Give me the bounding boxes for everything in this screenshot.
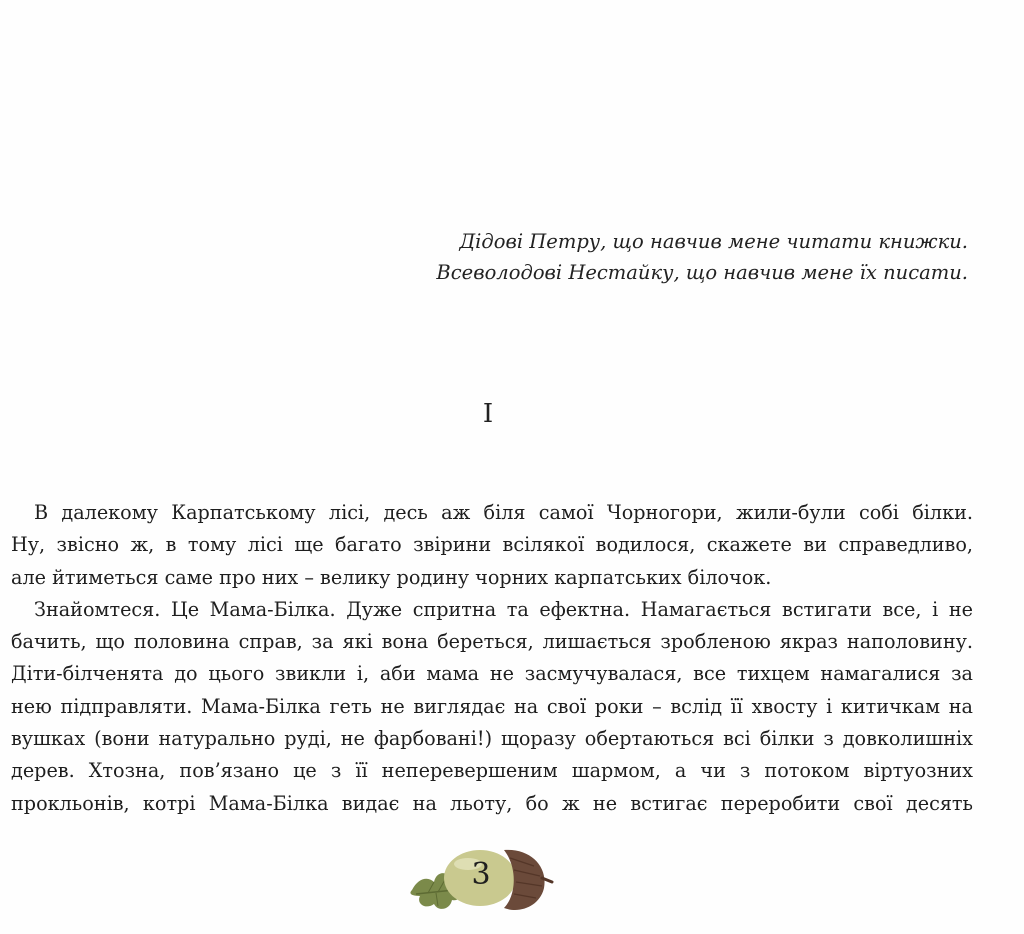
paragraph: [11, 497, 973, 594]
dedication: [436, 226, 968, 288]
paragraph: [11, 594, 973, 820]
chapter-body: [11, 497, 973, 820]
text-line: Знайомтеся. Це Мама-Білка. Дуже спритна та ефектна. Намагається встигати все, і не: [34, 597, 973, 621]
text-line: але йтиметься саме про них – велику родину чорних карпатських білочок.: [11, 565, 772, 589]
text-line: Діти-білченята до цього звикли і, аби мама не засмучувалася, все тихцем намагалися за: [11, 662, 973, 686]
text-line: В далекому Карпатському лісі, десь аж біля самої Чорногори, жили-були собі білки.: [34, 501, 973, 524]
dedication-line: Дідові Петру, що навчив мене читати книжки.: [459, 230, 968, 253]
text-line: дерев. Хтозна, пов’язано це з її неперевершеним шармом, а чи з потоком віртуозних: [11, 759, 973, 783]
text-line: прокльонів, котрі Мама-Білка видає на льоту, бо ж не встигає переробити свої десять: [11, 791, 973, 815]
text-line: Ну, звісно ж, в тому лісі ще багато звірини всілякої водилося, скажете ви справедливо,: [11, 533, 973, 557]
text-line: бачить, що половина справ, за які вона береться, лишається зробленою якраз наполовину.: [11, 630, 973, 654]
text-line: вушках (вони натурально руді, не фарбовані!) щоразу обертаються всі білки з довколишніх: [11, 727, 973, 751]
dedication-line: Всеволодові Нестайку, що навчив мене їх писати.: [436, 261, 968, 284]
page-number: 3: [471, 857, 491, 892]
chapter-heading: I: [482, 399, 494, 429]
text-line: нею підправляти. Мама-Білка геть не виглядає на свої роки – вслід її хвосту і китичкам на: [11, 694, 973, 718]
